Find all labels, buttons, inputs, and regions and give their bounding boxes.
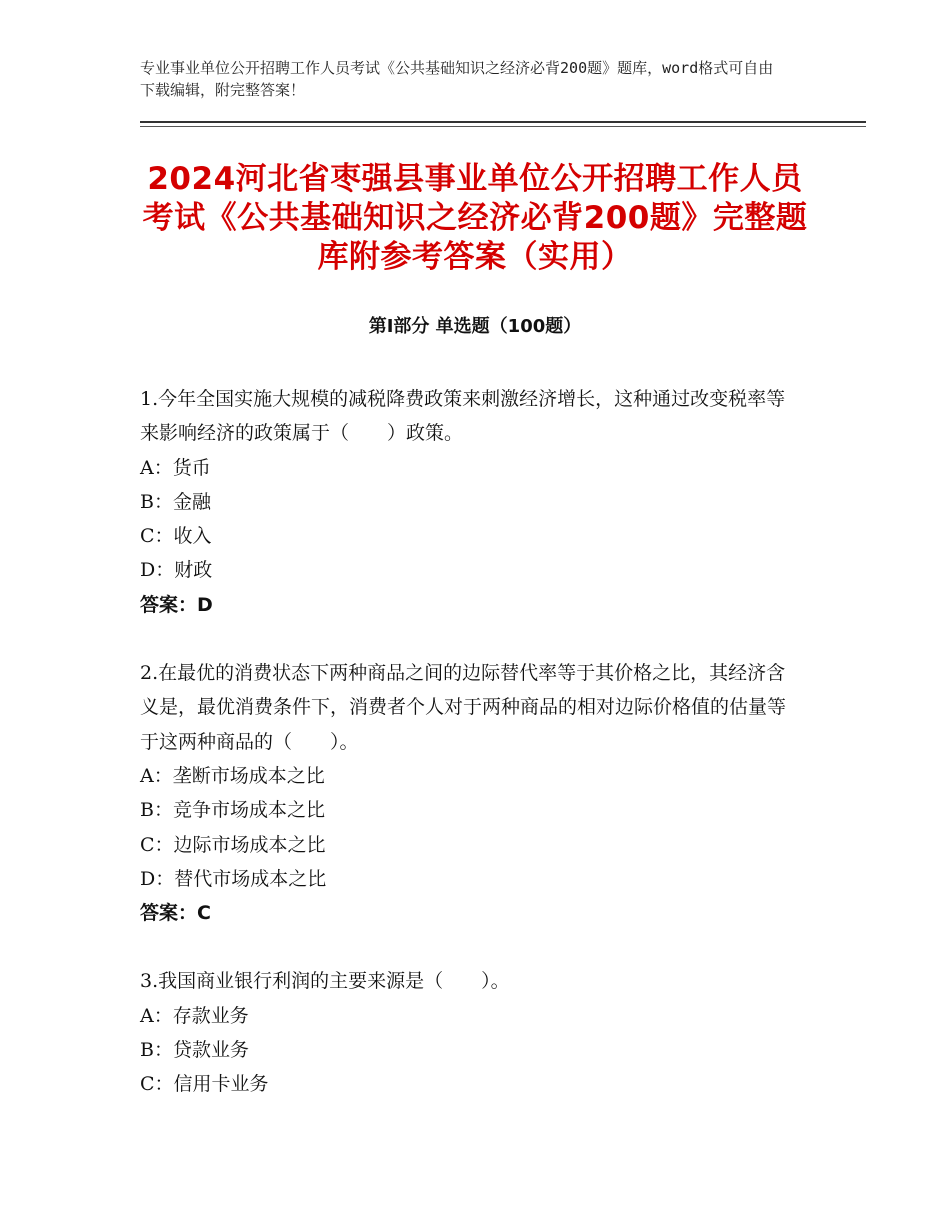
option-d: D：替代市场成本之比	[140, 867, 327, 890]
option-c: C：信用卡业务	[140, 1073, 269, 1096]
answer-line: 答案：D	[140, 593, 213, 616]
question-item	[140, 382, 800, 622]
question-stem: 2.在最优的消费状态下两种商品之间的边际替代率等于其价格之比，其经济含义是，最优消费条件下，消费者个人对于两种商品的相对边际价格值的估量等于这两种商品的（ ）。	[140, 662, 787, 753]
question-item	[140, 964, 800, 1101]
option-c: C：边际市场成本之比	[140, 833, 326, 856]
question-list	[140, 382, 800, 1136]
answer-line: 答案：C	[140, 902, 211, 925]
option-a: A：垄断市场成本之比	[140, 764, 325, 787]
question-stem: 1.今年全国实施大规模的减税降费政策来刺激经济增长，这种通过改变税率等来影响经济的政策属于（ ）政策。	[140, 388, 786, 445]
option-d: D：财政	[140, 559, 213, 582]
option-b: B：金融	[140, 490, 211, 513]
option-b: B：贷款业务	[140, 1039, 249, 1062]
header-note: 专业事业单位公开招聘工作人员考试《公共基础知识之经济必背200题》题库，word格式可自由下载编辑，附完整答案！	[140, 59, 774, 99]
document-title: 2024河北省枣强县事业单位公开招聘工作人员考试《公共基础知识之经济必背200题》完整题库附参考答案（实用）	[142, 161, 808, 275]
option-a: A：货币	[140, 456, 211, 479]
question-stem: 3.我国商业银行利润的主要来源是（ ）。	[140, 970, 510, 993]
question-item	[140, 656, 800, 930]
option-b: B：竞争市场成本之比	[140, 799, 325, 822]
header-rule-thick	[140, 121, 866, 123]
header-rule-thin	[140, 126, 866, 127]
option-c: C：收入	[140, 525, 212, 548]
section-title: 第Ⅰ部分 单选题（100题）	[368, 316, 582, 337]
option-a: A：存款业务	[140, 1004, 249, 1027]
